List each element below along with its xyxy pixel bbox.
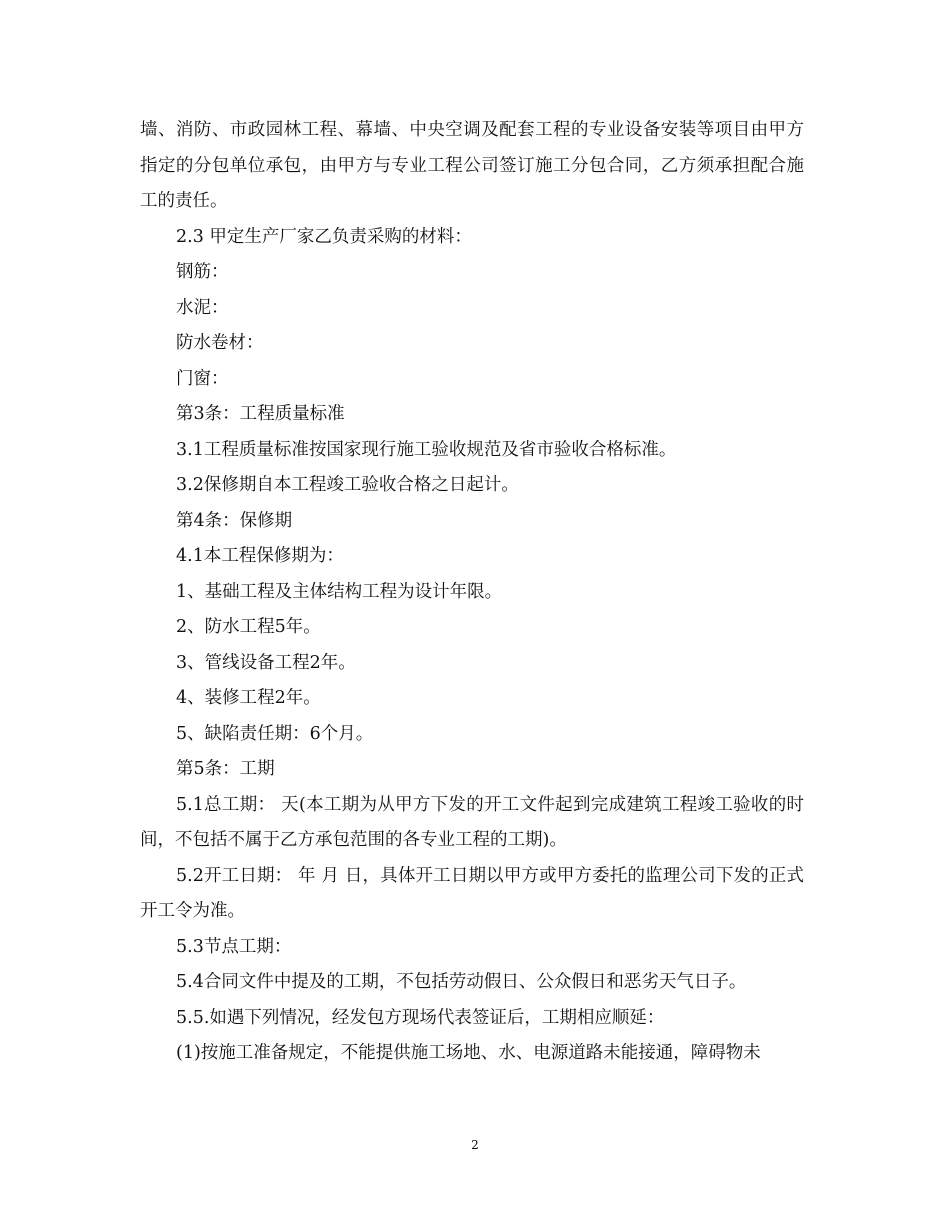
- paragraph-21: 5.5.如遇下列情况，经发包方现场代表签证后，工期相应顺延：: [176, 1007, 665, 1028]
- document-body: [140, 113, 804, 1072]
- paragraph-1: 2.3 甲定生产厂家乙负责采购的材料：: [176, 226, 472, 247]
- paragraph-2: 钢筋：: [176, 262, 229, 282]
- paragraph-10: 4.1本工程保修期为：: [176, 546, 344, 566]
- paragraph-17: 5.1总工期： 天(本工期为从甲方下发的开工文件起到完成建筑工程竣工验收的时间，不包括不属于乙方承包范围的各专业工程的工期)。: [140, 794, 804, 850]
- paragraph-20: 5.4合同文件中提及的工期，不包括劳动假日、公众假日和恶劣天气日子。: [176, 972, 747, 992]
- list-item-2: 2、防水工程5年。: [176, 617, 321, 637]
- paragraph-8: 3.2保修期自本工程竣工验收合格之日起计。: [176, 475, 519, 495]
- paragraph-3: 水泥：: [176, 297, 229, 318]
- paragraph-4: 防水卷材：: [176, 333, 264, 353]
- section-heading-3: 第3条：工程质量标准: [176, 404, 345, 424]
- paragraph-0: 墙、消防、市政园林工程、幕墙、中央空调及配套工程的专业设备安装等项目由甲方指定的分包单位承包，由甲方与专业工程公司签订施工分包合同，乙方须承担配合施工的责任。: [140, 120, 804, 211]
- list-item-5: 5、缺陷责任期：6个月。: [176, 723, 374, 744]
- list-item-4: 4、装修工程2年。: [176, 688, 321, 708]
- paragraph-5: 门窗：: [176, 368, 229, 389]
- paragraph-18: 5.2开工日期： 年 月 日，具体开工日期以甲方或甲方委托的监理公司下发的正式开工令为准。: [140, 865, 804, 921]
- paragraph-19: 5.3节点工期：: [176, 936, 292, 957]
- paragraph-7: 3.1工程质量标准按国家现行施工验收规范及省市验收合格标准。: [176, 439, 677, 460]
- paragraph-22: (1)按施工准备规定，不能提供施工场地、水、电源道路未能接通，障碍物未: [176, 1043, 761, 1063]
- section-heading-4: 第4条：保修期: [176, 510, 293, 531]
- list-item-1: 1、基础工程及主体结构工程为设计年限。: [176, 581, 503, 602]
- list-item-3: 3、管线设备工程2年。: [176, 652, 356, 673]
- section-heading-5: 第5条：工期: [176, 759, 275, 779]
- page-number: 2: [471, 1138, 479, 1152]
